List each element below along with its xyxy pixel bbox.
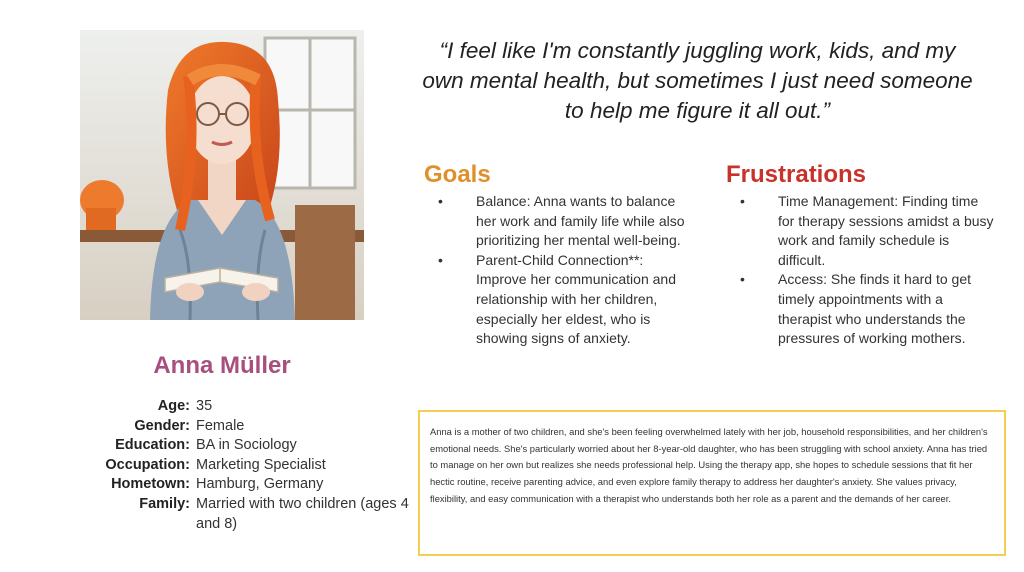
goal-text: Parent-Child Connection**: Improve her communication and relationship with her children, especially her eldest, who is showing signs of anxiety. [476,251,676,347]
bullet-icon: • [740,271,745,288]
goals-list [424,192,694,349]
list-item [424,192,694,251]
frustrations-title: Frustrations [726,161,867,188]
detail-label: Age: [157,398,190,414]
frustration-text: Access: She finds it hard to get timely appointments with a therapist who understands the pressures of working mothers. [778,271,971,347]
frustration-text: Time Management: Finding time for therapy sessions amidst a busy work and family schedule is difficult. [778,193,994,268]
persona-quote: “I feel like I'm constantly juggling work, kids, and my own mental health, but sometimes I just need someone to help me figure it all out.” [422,38,973,123]
frustrations-section [726,160,996,349]
persona-name: Anna Müller [153,352,291,379]
bullet-icon: • [438,251,443,268]
detail-family [60,495,420,534]
goal-text: Balance: Anna wants to balance her work and family life while also prioritizing her mental well-being. [476,193,685,249]
detail-value: 35 [196,398,213,414]
detail-label: Hometown: [111,476,190,493]
persona-portrait [80,30,364,320]
detail-label: Education: [115,437,190,454]
detail-gender [60,417,420,437]
persona-details [60,397,420,534]
detail-hometown [60,475,420,495]
bullet-icon: • [740,193,745,209]
detail-label: Family: [139,495,190,512]
bullet-icon: • [438,193,443,209]
detail-label: Gender: [134,417,190,434]
detail-education [60,436,420,456]
goals-section [424,160,694,349]
list-item [726,270,996,348]
detail-value: Married with two children (ages 4 and 8) [196,495,409,532]
goals-title: Goals [424,161,491,188]
detail-value: Female [196,417,245,434]
detail-value: Hamburg, Germany [196,476,324,493]
list-item [424,251,694,349]
detail-label: Occupation: [105,456,190,473]
detail-value: BA in Sociology [196,437,297,454]
detail-value: Marketing Specialist [196,456,326,473]
detail-age [60,397,420,417]
frustrations-list [726,192,996,349]
persona-summary: Anna is a mother of two children, and she's been feeling overwhelmed lately with her job, household responsibilities, and her children's emotional needs. She's particularly worried about her 8-year-old daughter, who has been struggling with school anxiety. Anna has tried to manage on her own but realizes she needs professional help. Using the therapy app, she hopes to schedule sessions that fit her hectic routine, receive parenting advice, and even explore family therapy to address her daughter's anxiety. She values privacy, flexibility, and easy communication with a therapist who understands both her role as a parent and the demands of her career. [418,410,1006,556]
list-item [726,192,996,270]
persona-portrait-illustration [80,30,364,320]
detail-occupation [60,456,420,476]
